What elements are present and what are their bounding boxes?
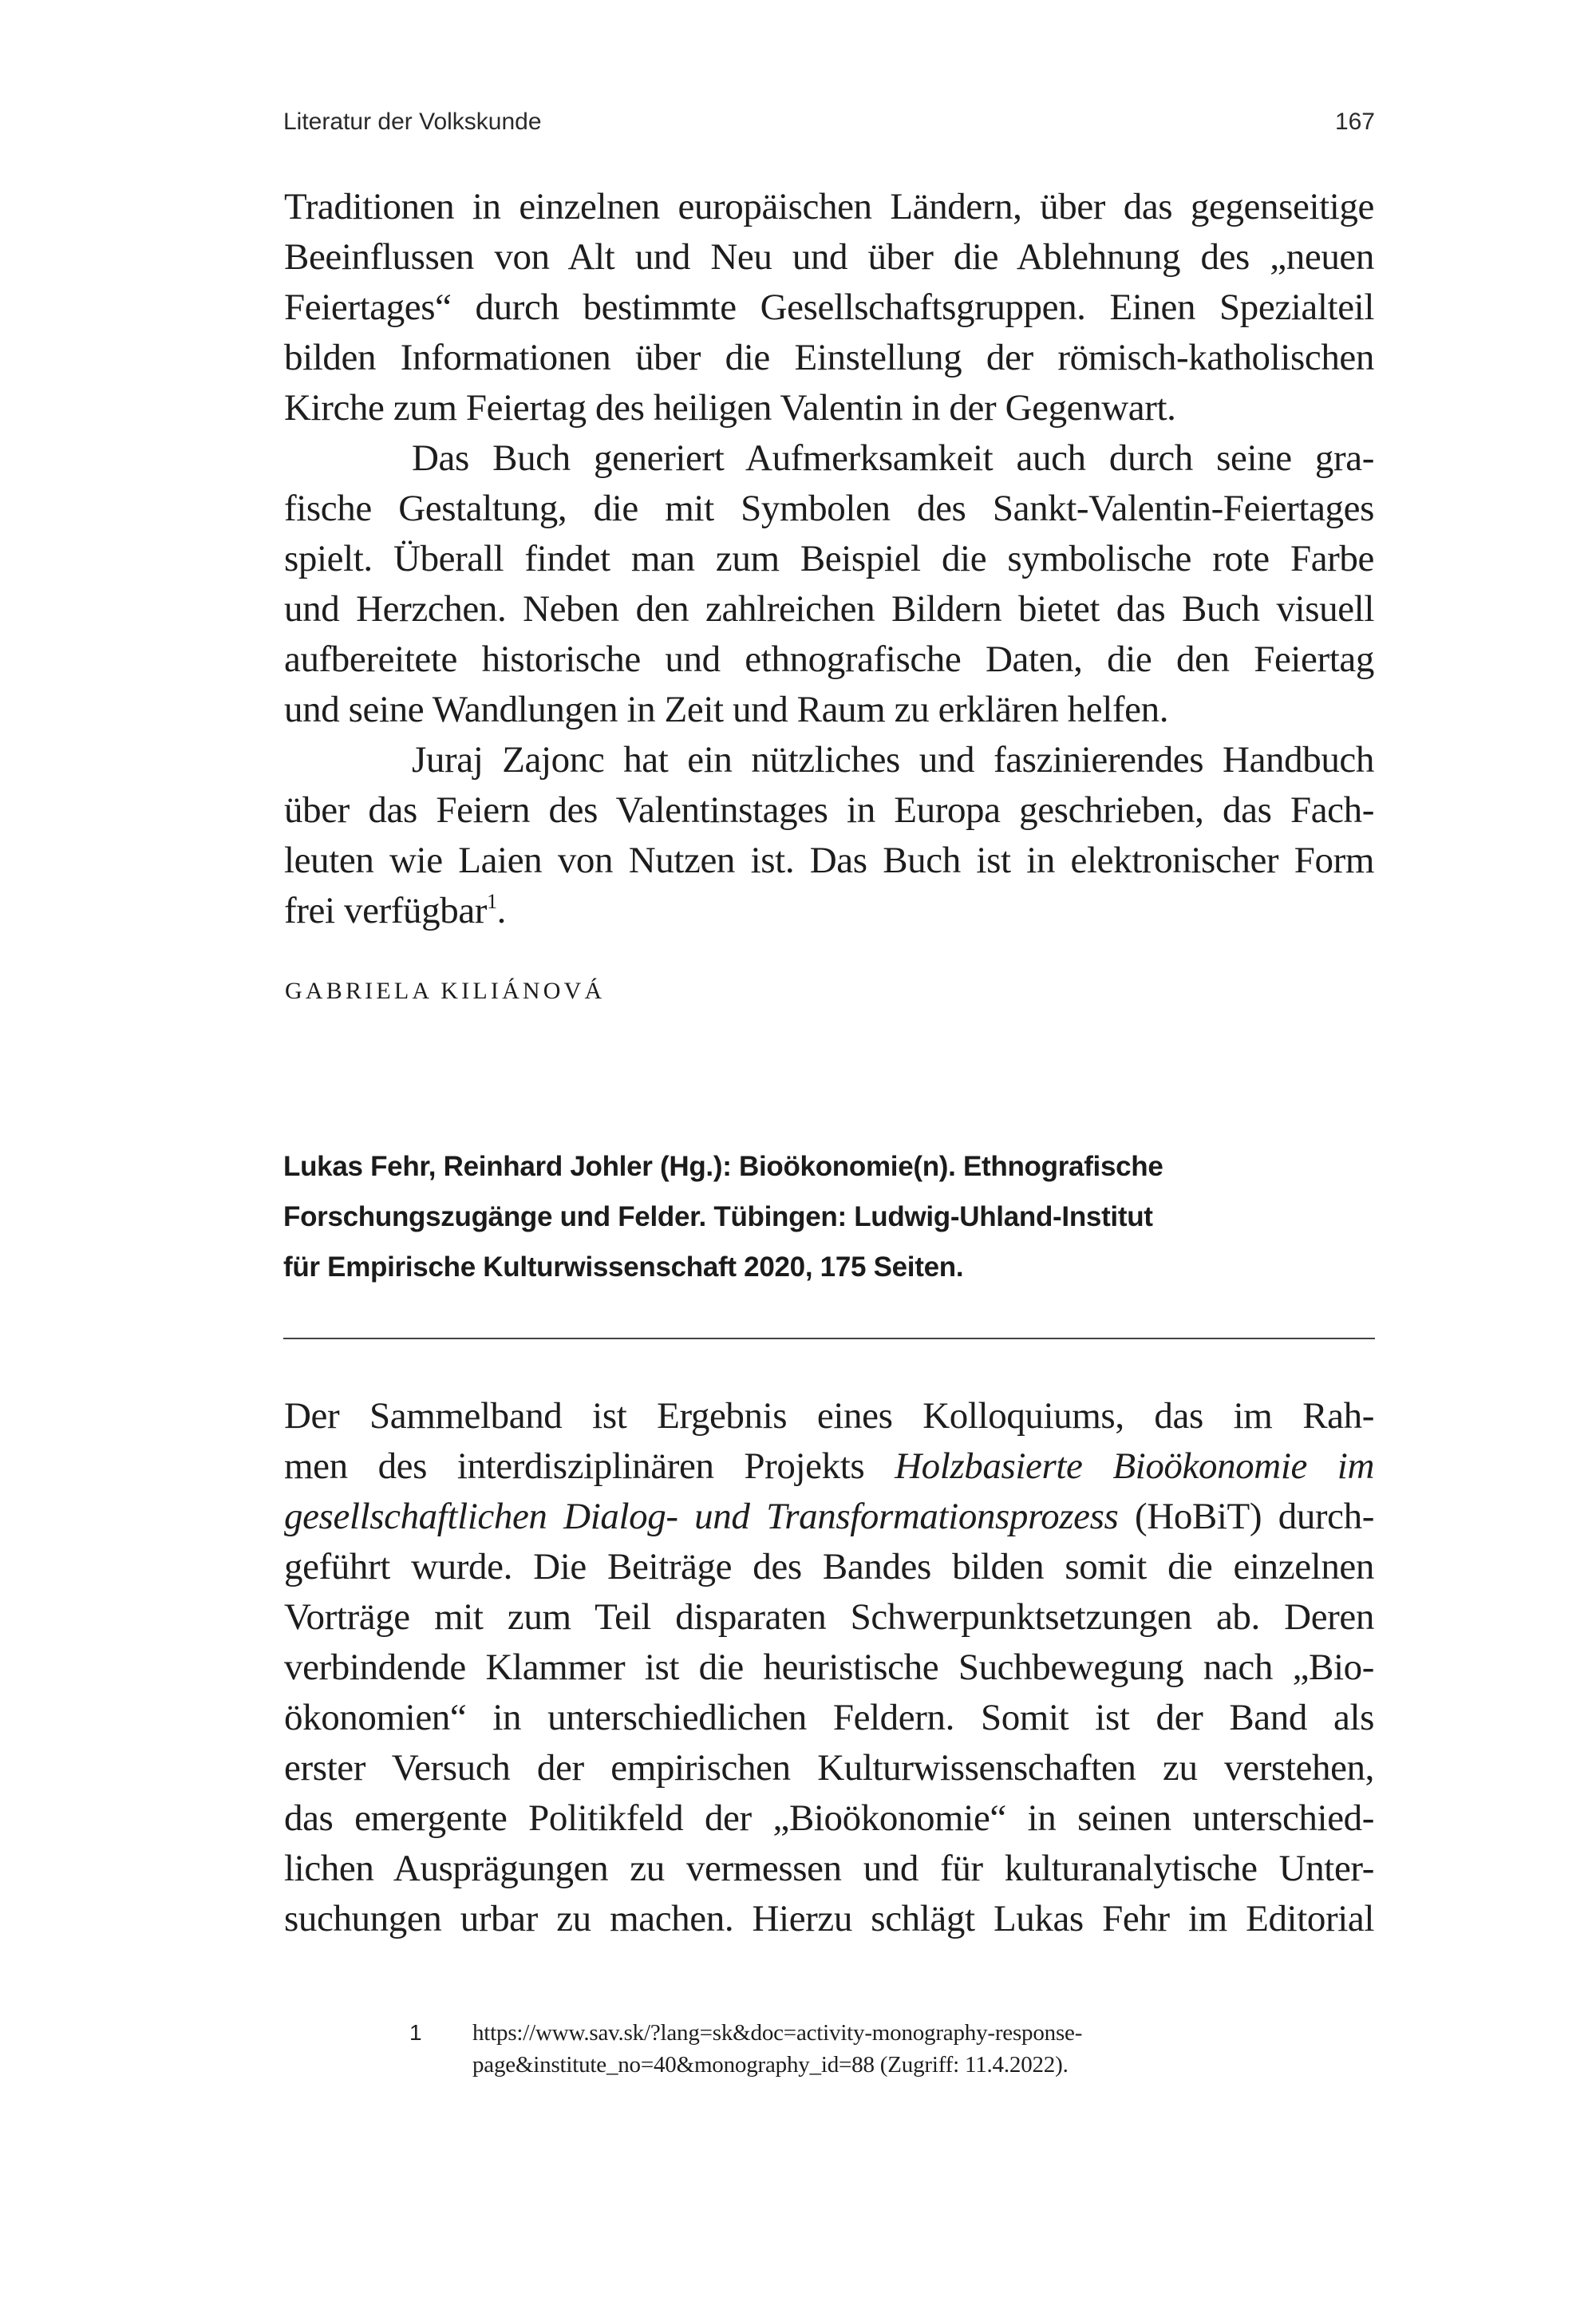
punctuation: .: [496, 890, 507, 931]
heading-line: Forschungszugänge und Felder. Tübingen: Ludwig-Uhland-Institut: [283, 1201, 1153, 1232]
text-span: (HoBiT) durch-: [1118, 1496, 1374, 1537]
text-line: fische Gestaltung, die mit Symbolen des Sankt-Valentin-Feiertages: [284, 488, 1374, 529]
heading-line: Lukas Fehr, Reinhard Johler (Hg.): Bioökonomie(n). Ethnografische: [283, 1151, 1163, 1182]
text-line: Vorträge mit zum Teil disparaten Schwerpunktsetzungen ab. Deren: [284, 1596, 1374, 1638]
text-line: Beeinflussen von Alt und Neu und über die Ablehnung des „neuen: [284, 236, 1374, 278]
footnote-link-continued[interactable]: page&institute_no=40&monography_id=88 (Zugriff: 11.4.2022).: [472, 2052, 1069, 2078]
heading-line: für Empirische Kulturwissenschaft 2020, 175 Seiten.: [283, 1251, 964, 1283]
running-head: [283, 107, 1375, 137]
text-line: [284, 886, 1374, 936]
text-line: über das Feiern des Valentinstages in Europa geschrieben, das Fach-: [284, 789, 1374, 831]
text-line: Der Sammelband ist Ergebnis eines Kolloquiums, das im Rah-: [284, 1395, 1374, 1437]
text-line: [284, 1492, 1374, 1542]
text-line: und seine Wandlungen in Zeit und Raum zu erklären helfen.: [284, 689, 1169, 730]
text-line: Kirche zum Feiertag des heiligen Valentin in der Gegenwart.: [284, 387, 1176, 429]
text-line-content: frei verfügbar: [284, 890, 488, 931]
footnote-number: 1: [409, 2020, 422, 2045]
footnote-link[interactable]: https://www.sav.sk/?lang=sk&doc=activity-monography-response-: [472, 2020, 1083, 2046]
text-line: geführt wurde. Die Beiträge des Bandes bilden somit die einzelnen: [284, 1546, 1374, 1587]
project-title-italic: Holzbasierte Bioökonomie im: [895, 1445, 1374, 1487]
reviewer-signature: GABRIELA KILIÁNOVÁ: [285, 978, 606, 1004]
text-line: [284, 1441, 1374, 1492]
heading-divider: [283, 1338, 1375, 1339]
text-span: men des interdisziplinären Projekts: [284, 1445, 895, 1487]
text-line: und Herzchen. Neben den zahlreichen Bildern bietet das Buch visuell: [284, 588, 1374, 630]
text-line: bilden Informationen über die Einstellung der römisch-katholischen: [284, 337, 1374, 378]
page-number: 167: [1334, 109, 1375, 135]
footnote-reference[interactable]: 1: [487, 890, 497, 913]
text-line: erster Versuch der empirischen Kulturwissenschaften zu verstehen,: [284, 1747, 1374, 1789]
text-line: Traditionen in einzelnen europäischen Ländern, über das gegenseitige: [284, 186, 1374, 227]
text-line: lichen Ausprägungen zu vermessen und für kulturanalytische Unter-: [284, 1848, 1374, 1889]
text-line: Das Buch generiert Aufmerksamkeit auch durch seine gra-: [412, 437, 1374, 479]
text-line: spielt. Überall findet man zum Beispiel die symbolische rote Farbe: [284, 538, 1374, 579]
text-line: Feiertages“ durch bestimmte Gesellschaftsgruppen. Einen Spezialteil: [284, 287, 1374, 328]
text-line: suchungen urbar zu machen. Hierzu schlägt Lukas Fehr im Editorial: [284, 1898, 1374, 1939]
project-title-italic: gesellschaftlichen Dialog- und Transformationsprozess: [284, 1496, 1119, 1537]
text-line: Juraj Zajonc hat ein nützliches und faszinierendes Handbuch: [412, 739, 1374, 781]
running-head-title: Literatur der Volkskunde: [283, 109, 542, 135]
text-line: das emergente Politikfeld der „Bioökonomie“ in seinen unterschied-: [284, 1797, 1374, 1839]
text-line: aufbereitete historische und ethnografische Daten, die den Feiertag: [284, 639, 1374, 680]
text-line: leuten wie Laien von Nutzen ist. Das Buch ist in elektronischer Form: [284, 840, 1374, 881]
text-line: ökonomien“ in unterschiedlichen Feldern. Somit ist der Band als: [284, 1697, 1374, 1738]
text-line: verbindende Klammer ist die heuristische Suchbewegung nach „Bio-: [284, 1647, 1374, 1688]
